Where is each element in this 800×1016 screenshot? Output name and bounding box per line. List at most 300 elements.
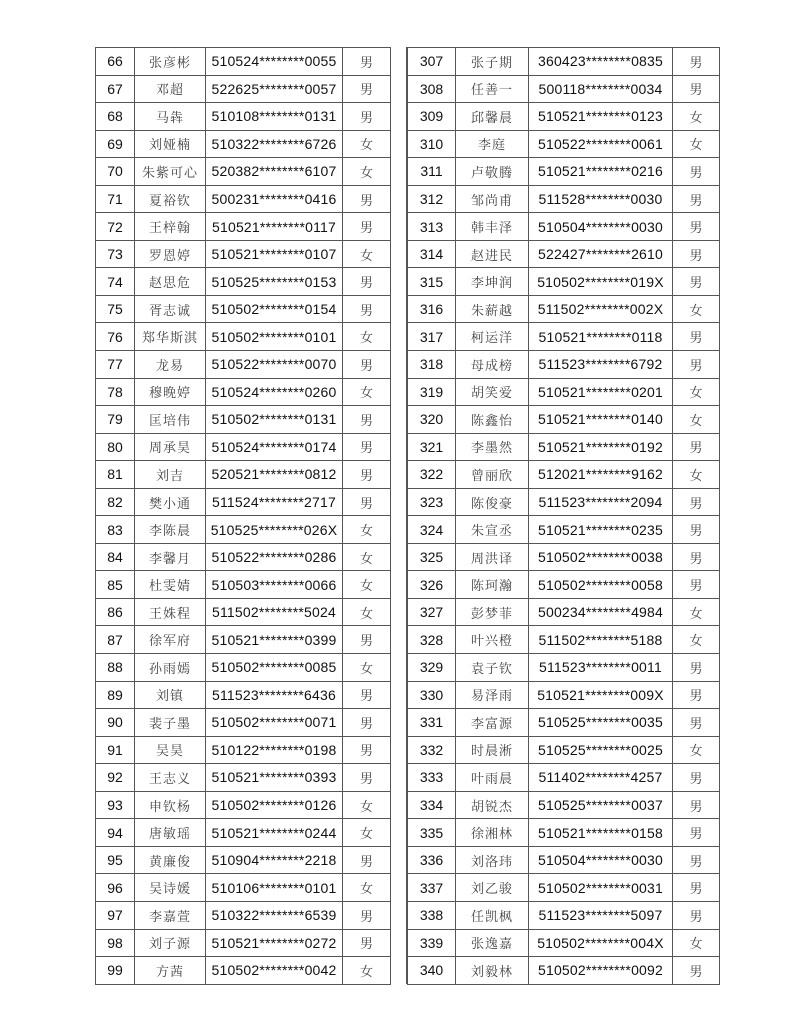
row-number-cell: 82: [96, 488, 135, 516]
person-name-cell: 徐湘林: [456, 819, 529, 847]
person-name-cell: 黄廉俊: [135, 846, 206, 874]
table-row: [408, 406, 720, 434]
row-number-cell: 80: [96, 433, 135, 461]
roster-table-right: [407, 47, 720, 985]
table-row: [96, 488, 391, 516]
table-row: [96, 736, 391, 764]
row-number-cell: 91: [96, 736, 135, 764]
id-number-cell: 510108********0131: [206, 103, 343, 131]
person-name-cell: 王志义: [135, 764, 206, 792]
table-row: [408, 48, 720, 76]
roster-table-left: [95, 47, 391, 985]
gender-cell: 女: [673, 929, 720, 957]
row-number-cell: 83: [96, 516, 135, 544]
table-row: [408, 488, 720, 516]
row-number-cell: 332: [408, 736, 456, 764]
row-number-cell: 71: [96, 185, 135, 213]
table-row: [408, 681, 720, 709]
table-row: [96, 846, 391, 874]
id-number-cell: 522625********0057: [206, 75, 343, 103]
table-row: [408, 75, 720, 103]
person-name-cell: 周洪译: [456, 543, 529, 571]
gender-cell: 男: [673, 351, 720, 379]
gender-cell: 女: [673, 406, 720, 434]
row-number-cell: 328: [408, 626, 456, 654]
id-number-cell: 510522********0070: [206, 351, 343, 379]
table-row: [96, 681, 391, 709]
id-number-cell: 510504********0030: [529, 213, 673, 241]
id-number-cell: 510106********0101: [206, 874, 343, 902]
gender-cell: 女: [673, 103, 720, 131]
row-number-cell: 87: [96, 626, 135, 654]
table-row: [96, 516, 391, 544]
gender-cell: 女: [673, 130, 720, 158]
id-number-cell: 511523********2094: [529, 488, 673, 516]
table-row: [408, 929, 720, 957]
table-row: [408, 571, 720, 599]
id-number-cell: 510521********0158: [529, 819, 673, 847]
person-name-cell: 张子期: [456, 48, 529, 76]
id-number-cell: 510521********009X: [529, 681, 673, 709]
id-number-cell: 510502********0126: [206, 791, 343, 819]
table-row: [96, 957, 391, 985]
table-row: [96, 791, 391, 819]
row-number-cell: 322: [408, 461, 456, 489]
row-number-cell: 78: [96, 378, 135, 406]
row-number-cell: 76: [96, 323, 135, 351]
row-number-cell: 75: [96, 295, 135, 323]
person-name-cell: 邹尚甫: [456, 185, 529, 213]
id-number-cell: 510502********0038: [529, 543, 673, 571]
table-row: [408, 819, 720, 847]
person-name-cell: 陈俊豪: [456, 488, 529, 516]
id-number-cell: 510521********0244: [206, 819, 343, 847]
id-number-cell: 510524********0055: [206, 48, 343, 76]
row-number-cell: 95: [96, 846, 135, 874]
id-number-cell: 510502********0092: [529, 957, 673, 985]
id-number-cell: 511402********4257: [529, 764, 673, 792]
person-name-cell: 朱薪越: [456, 295, 529, 323]
id-number-cell: 511528********0030: [529, 185, 673, 213]
gender-cell: 男: [673, 543, 720, 571]
table-row: [408, 791, 720, 819]
row-number-cell: 96: [96, 874, 135, 902]
table-row: [408, 213, 720, 241]
id-number-cell: 511523********6792: [529, 351, 673, 379]
row-number-cell: 313: [408, 213, 456, 241]
table-row: [408, 874, 720, 902]
table-row: [96, 571, 391, 599]
gender-cell: 女: [343, 819, 391, 847]
person-name-cell: 彭梦菲: [456, 598, 529, 626]
row-number-cell: 319: [408, 378, 456, 406]
person-name-cell: 刘娅楠: [135, 130, 206, 158]
id-number-cell: 500231********0416: [206, 185, 343, 213]
row-number-cell: 77: [96, 351, 135, 379]
person-name-cell: 吴诗媛: [135, 874, 206, 902]
gender-cell: 男: [673, 709, 720, 737]
row-number-cell: 89: [96, 681, 135, 709]
id-number-cell: 510502********0071: [206, 709, 343, 737]
row-number-cell: 70: [96, 158, 135, 186]
row-number-cell: 84: [96, 543, 135, 571]
person-name-cell: 夏裕钦: [135, 185, 206, 213]
table-row: [96, 48, 391, 76]
person-name-cell: 李馨月: [135, 543, 206, 571]
id-number-cell: 510522********0286: [206, 543, 343, 571]
person-name-cell: 裴子墨: [135, 709, 206, 737]
person-name-cell: 曾丽欣: [456, 461, 529, 489]
row-number-cell: 99: [96, 957, 135, 985]
table-row: [408, 240, 720, 268]
id-number-cell: 510521********0399: [206, 626, 343, 654]
id-number-cell: 520382********6107: [206, 158, 343, 186]
id-number-cell: 510502********0131: [206, 406, 343, 434]
row-number-cell: 323: [408, 488, 456, 516]
row-number-cell: 336: [408, 846, 456, 874]
row-number-cell: 81: [96, 461, 135, 489]
person-name-cell: 唐敏瑶: [135, 819, 206, 847]
id-number-cell: 510521********0140: [529, 406, 673, 434]
gender-cell: 女: [673, 736, 720, 764]
gender-cell: 男: [343, 681, 391, 709]
person-name-cell: 王梓翰: [135, 213, 206, 241]
id-number-cell: 510504********0030: [529, 846, 673, 874]
person-name-cell: 马犇: [135, 103, 206, 131]
person-name-cell: 罗恩婷: [135, 240, 206, 268]
person-name-cell: 申钦杨: [135, 791, 206, 819]
id-number-cell: 510322********6726: [206, 130, 343, 158]
table-row: [408, 185, 720, 213]
id-number-cell: 510521********0118: [529, 323, 673, 351]
gender-cell: 男: [343, 213, 391, 241]
table-row: [96, 709, 391, 737]
person-name-cell: 王姝程: [135, 598, 206, 626]
id-number-cell: 510521********0235: [529, 516, 673, 544]
gender-cell: 女: [673, 461, 720, 489]
id-number-cell: 510521********0192: [529, 433, 673, 461]
gender-cell: 女: [343, 571, 391, 599]
person-name-cell: 卢敬腾: [456, 158, 529, 186]
person-name-cell: 龙易: [135, 351, 206, 379]
gender-cell: 女: [343, 378, 391, 406]
gender-cell: 女: [343, 791, 391, 819]
gender-cell: 男: [673, 764, 720, 792]
gender-cell: 男: [673, 681, 720, 709]
id-number-cell: 510521********0216: [529, 158, 673, 186]
row-number-cell: 317: [408, 323, 456, 351]
row-number-cell: 315: [408, 268, 456, 296]
table-row: [96, 901, 391, 929]
row-number-cell: 308: [408, 75, 456, 103]
id-number-cell: 522427********2610: [529, 240, 673, 268]
person-name-cell: 赵思危: [135, 268, 206, 296]
gender-cell: 男: [673, 268, 720, 296]
gender-cell: 男: [673, 75, 720, 103]
row-number-cell: 66: [96, 48, 135, 76]
table-row: [96, 158, 391, 186]
table-row: [408, 461, 720, 489]
id-number-cell: 510525********0035: [529, 709, 673, 737]
person-name-cell: 胡笑爱: [456, 378, 529, 406]
id-number-cell: 510522********0061: [529, 130, 673, 158]
table-row: [96, 543, 391, 571]
gender-cell: 男: [673, 433, 720, 461]
id-number-cell: 510525********026X: [206, 516, 343, 544]
table-row: [96, 185, 391, 213]
row-number-cell: 338: [408, 901, 456, 929]
person-name-cell: 李墨然: [456, 433, 529, 461]
row-number-cell: 316: [408, 295, 456, 323]
table-row: [96, 75, 391, 103]
person-name-cell: 吴昊: [135, 736, 206, 764]
table-row: [408, 957, 720, 985]
person-name-cell: 叶兴橙: [456, 626, 529, 654]
gender-cell: 女: [343, 158, 391, 186]
id-number-cell: 510322********6539: [206, 901, 343, 929]
gender-cell: 男: [673, 240, 720, 268]
gender-cell: 男: [343, 626, 391, 654]
gender-cell: 女: [343, 598, 391, 626]
gender-cell: 女: [343, 323, 391, 351]
row-number-cell: 337: [408, 874, 456, 902]
id-number-cell: 360423********0835: [529, 48, 673, 76]
row-number-cell: 333: [408, 764, 456, 792]
id-number-cell: 510525********0037: [529, 791, 673, 819]
table-row: [408, 103, 720, 131]
gender-cell: 男: [343, 295, 391, 323]
person-name-cell: 李坤润: [456, 268, 529, 296]
table-row: [408, 626, 720, 654]
person-name-cell: 张彦彬: [135, 48, 206, 76]
id-number-cell: 510122********0198: [206, 736, 343, 764]
table-row: [96, 598, 391, 626]
table-row: [408, 543, 720, 571]
id-number-cell: 510502********0085: [206, 654, 343, 682]
person-name-cell: 杜雯婧: [135, 571, 206, 599]
person-name-cell: 刘吉: [135, 461, 206, 489]
person-name-cell: 周承昊: [135, 433, 206, 461]
row-number-cell: 327: [408, 598, 456, 626]
row-number-cell: 93: [96, 791, 135, 819]
table-row: [408, 709, 720, 737]
gender-cell: 女: [673, 378, 720, 406]
row-number-cell: 311: [408, 158, 456, 186]
row-number-cell: 325: [408, 543, 456, 571]
table-row: [96, 406, 391, 434]
row-number-cell: 321: [408, 433, 456, 461]
roster-table-left-body: [96, 48, 391, 985]
gender-cell: 男: [343, 75, 391, 103]
gender-cell: 男: [673, 488, 720, 516]
table-row: [96, 103, 391, 131]
table-row: [96, 351, 391, 379]
table-row: [96, 654, 391, 682]
id-number-cell: 510502********004X: [529, 929, 673, 957]
person-name-cell: 刘毅林: [456, 957, 529, 985]
id-number-cell: 511523********5097: [529, 901, 673, 929]
row-number-cell: 92: [96, 764, 135, 792]
row-number-cell: 86: [96, 598, 135, 626]
row-number-cell: 334: [408, 791, 456, 819]
id-number-cell: 510503********0066: [206, 571, 343, 599]
id-number-cell: 500234********4984: [529, 598, 673, 626]
gender-cell: 男: [343, 488, 391, 516]
id-number-cell: 511524********2717: [206, 488, 343, 516]
id-number-cell: 510521********0272: [206, 929, 343, 957]
gender-cell: 男: [343, 709, 391, 737]
gender-cell: 女: [343, 240, 391, 268]
table-row: [96, 929, 391, 957]
row-number-cell: 88: [96, 654, 135, 682]
table-row: [408, 351, 720, 379]
table-row: [408, 516, 720, 544]
gender-cell: 男: [673, 516, 720, 544]
person-name-cell: 孙雨嫣: [135, 654, 206, 682]
person-name-cell: 胡锐杰: [456, 791, 529, 819]
person-name-cell: 穆晚婷: [135, 378, 206, 406]
person-name-cell: 朱宣丞: [456, 516, 529, 544]
row-number-cell: 69: [96, 130, 135, 158]
person-name-cell: 樊小通: [135, 488, 206, 516]
person-name-cell: 张逸嘉: [456, 929, 529, 957]
roster-table-right-body: [408, 48, 720, 985]
row-number-cell: 339: [408, 929, 456, 957]
table-row: [96, 268, 391, 296]
id-number-cell: 510502********019X: [529, 268, 673, 296]
gender-cell: 男: [343, 406, 391, 434]
id-number-cell: 510904********2218: [206, 846, 343, 874]
person-name-cell: 陈珂瀚: [456, 571, 529, 599]
table-row: [408, 158, 720, 186]
row-number-cell: 331: [408, 709, 456, 737]
id-number-cell: 511523********6436: [206, 681, 343, 709]
gender-cell: 男: [673, 819, 720, 847]
gender-cell: 男: [673, 185, 720, 213]
gender-cell: 男: [673, 654, 720, 682]
row-number-cell: 90: [96, 709, 135, 737]
gender-cell: 女: [673, 295, 720, 323]
gender-cell: 男: [673, 158, 720, 186]
person-name-cell: 郑华斯淇: [135, 323, 206, 351]
gender-cell: 男: [343, 351, 391, 379]
person-name-cell: 李嘉萱: [135, 901, 206, 929]
row-number-cell: 73: [96, 240, 135, 268]
person-name-cell: 匡培伟: [135, 406, 206, 434]
row-number-cell: 67: [96, 75, 135, 103]
gender-cell: 男: [673, 957, 720, 985]
id-number-cell: 510521********0393: [206, 764, 343, 792]
table-row: [408, 901, 720, 929]
person-name-cell: 朱紫可心: [135, 158, 206, 186]
id-number-cell: 510502********0101: [206, 323, 343, 351]
id-number-cell: 510525********0153: [206, 268, 343, 296]
gender-cell: 男: [343, 846, 391, 874]
table-row: [96, 433, 391, 461]
table-row: [408, 736, 720, 764]
id-number-cell: 511502********002X: [529, 295, 673, 323]
row-number-cell: 72: [96, 213, 135, 241]
gender-cell: 男: [343, 901, 391, 929]
row-number-cell: 94: [96, 819, 135, 847]
row-number-cell: 340: [408, 957, 456, 985]
table-divider-column: [390, 47, 407, 984]
row-number-cell: 318: [408, 351, 456, 379]
person-name-cell: 任善一: [456, 75, 529, 103]
gender-cell: 男: [673, 213, 720, 241]
table-row: [96, 130, 391, 158]
row-number-cell: 312: [408, 185, 456, 213]
table-row: [96, 213, 391, 241]
table-row: [408, 598, 720, 626]
table-row: [408, 323, 720, 351]
gender-cell: 男: [343, 736, 391, 764]
person-name-cell: 任凯枫: [456, 901, 529, 929]
row-number-cell: 324: [408, 516, 456, 544]
table-row: [96, 378, 391, 406]
person-name-cell: 赵进民: [456, 240, 529, 268]
id-number-cell: 510502********0154: [206, 295, 343, 323]
table-row: [96, 461, 391, 489]
table-row: [408, 130, 720, 158]
id-number-cell: 511523********0011: [529, 654, 673, 682]
row-number-cell: 320: [408, 406, 456, 434]
gender-cell: 男: [343, 764, 391, 792]
table-row: [96, 323, 391, 351]
person-name-cell: 李富源: [456, 709, 529, 737]
id-number-cell: 510502********0058: [529, 571, 673, 599]
person-name-cell: 易泽雨: [456, 681, 529, 709]
id-number-cell: 511502********5024: [206, 598, 343, 626]
person-name-cell: 时晨淅: [456, 736, 529, 764]
id-number-cell: 510524********0174: [206, 433, 343, 461]
id-number-cell: 510521********0107: [206, 240, 343, 268]
gender-cell: 男: [343, 48, 391, 76]
id-number-cell: 510525********0025: [529, 736, 673, 764]
person-name-cell: 柯运洋: [456, 323, 529, 351]
row-number-cell: 326: [408, 571, 456, 599]
row-number-cell: 314: [408, 240, 456, 268]
row-number-cell: 74: [96, 268, 135, 296]
gender-cell: 男: [673, 874, 720, 902]
gender-cell: 女: [343, 516, 391, 544]
gender-cell: 男: [343, 461, 391, 489]
gender-cell: 男: [343, 268, 391, 296]
row-number-cell: 97: [96, 901, 135, 929]
id-number-cell: 510521********0123: [529, 103, 673, 131]
gender-cell: 女: [673, 626, 720, 654]
gender-cell: 男: [673, 791, 720, 819]
gender-cell: 女: [343, 874, 391, 902]
id-number-cell: 510502********0042: [206, 957, 343, 985]
row-number-cell: 68: [96, 103, 135, 131]
gender-cell: 女: [343, 654, 391, 682]
gender-cell: 男: [343, 433, 391, 461]
table-row: [408, 295, 720, 323]
gender-cell: 男: [673, 48, 720, 76]
gender-cell: 男: [343, 103, 391, 131]
gender-cell: 男: [343, 929, 391, 957]
table-row: [96, 626, 391, 654]
gender-cell: 男: [673, 323, 720, 351]
id-number-cell: 511502********5188: [529, 626, 673, 654]
id-number-cell: 510521********0117: [206, 213, 343, 241]
id-number-cell: 510524********0260: [206, 378, 343, 406]
person-name-cell: 方茜: [135, 957, 206, 985]
row-number-cell: 335: [408, 819, 456, 847]
table-row: [96, 295, 391, 323]
id-number-cell: 500118********0034: [529, 75, 673, 103]
